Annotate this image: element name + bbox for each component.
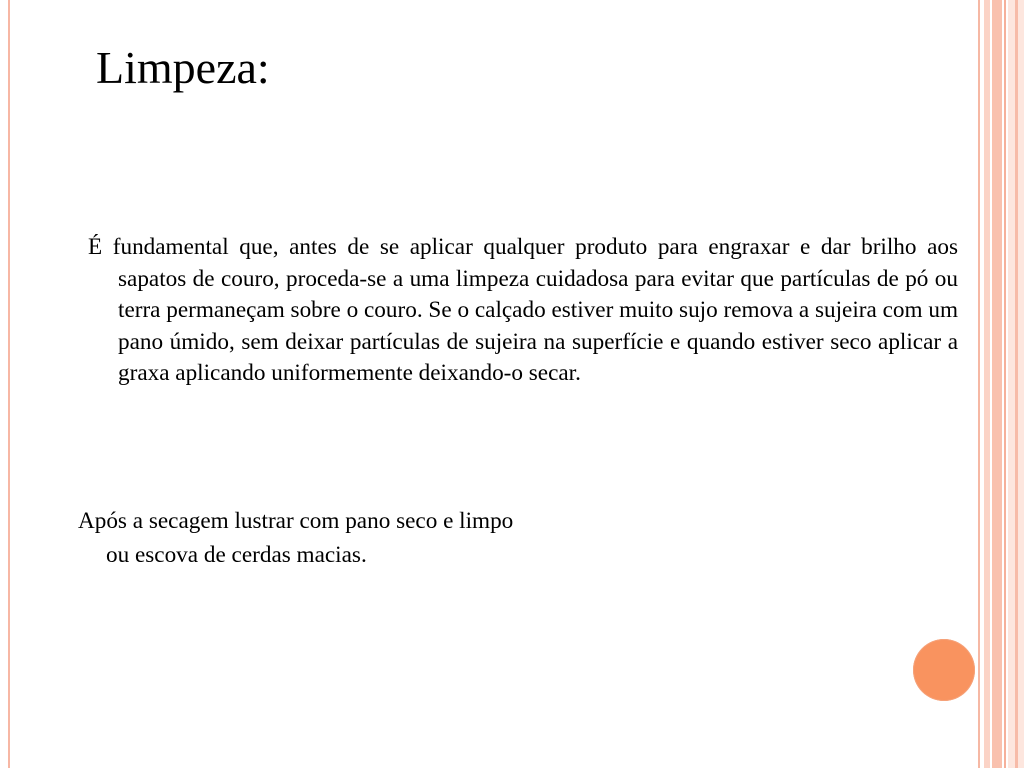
right-stripe	[978, 0, 980, 768]
right-stripe	[1004, 0, 1006, 768]
left-border-line	[8, 0, 10, 768]
after-drying-line-1: Após a secagem lustrar com pano seco e limpo	[78, 508, 514, 534]
body-paragraph: É fundamental que, antes de se aplicar qualquer produto para engraxar e dar brilho aos sapatos de couro, proceda-se a uma limpeza cuidadosa para evitar que partículas de pó ou terra permaneçam sobre o couro. Se o calçado estiver muito sujo remova a sujeira com um pano úmido, sem deixar partículas de sujeira na superfície e quando estiver seco aplicar a graxa aplicando uniformemente deixando-o secar.	[88, 234, 958, 386]
decorative-circle	[913, 639, 975, 701]
right-stripe	[992, 0, 1002, 768]
slide-title: Limpeza:	[96, 42, 270, 93]
after-drying-text	[78, 504, 513, 572]
after-drying-line-2: ou escova de cerdas macias.	[106, 542, 367, 568]
right-stripe	[1015, 0, 1018, 768]
right-stripe	[984, 0, 990, 768]
